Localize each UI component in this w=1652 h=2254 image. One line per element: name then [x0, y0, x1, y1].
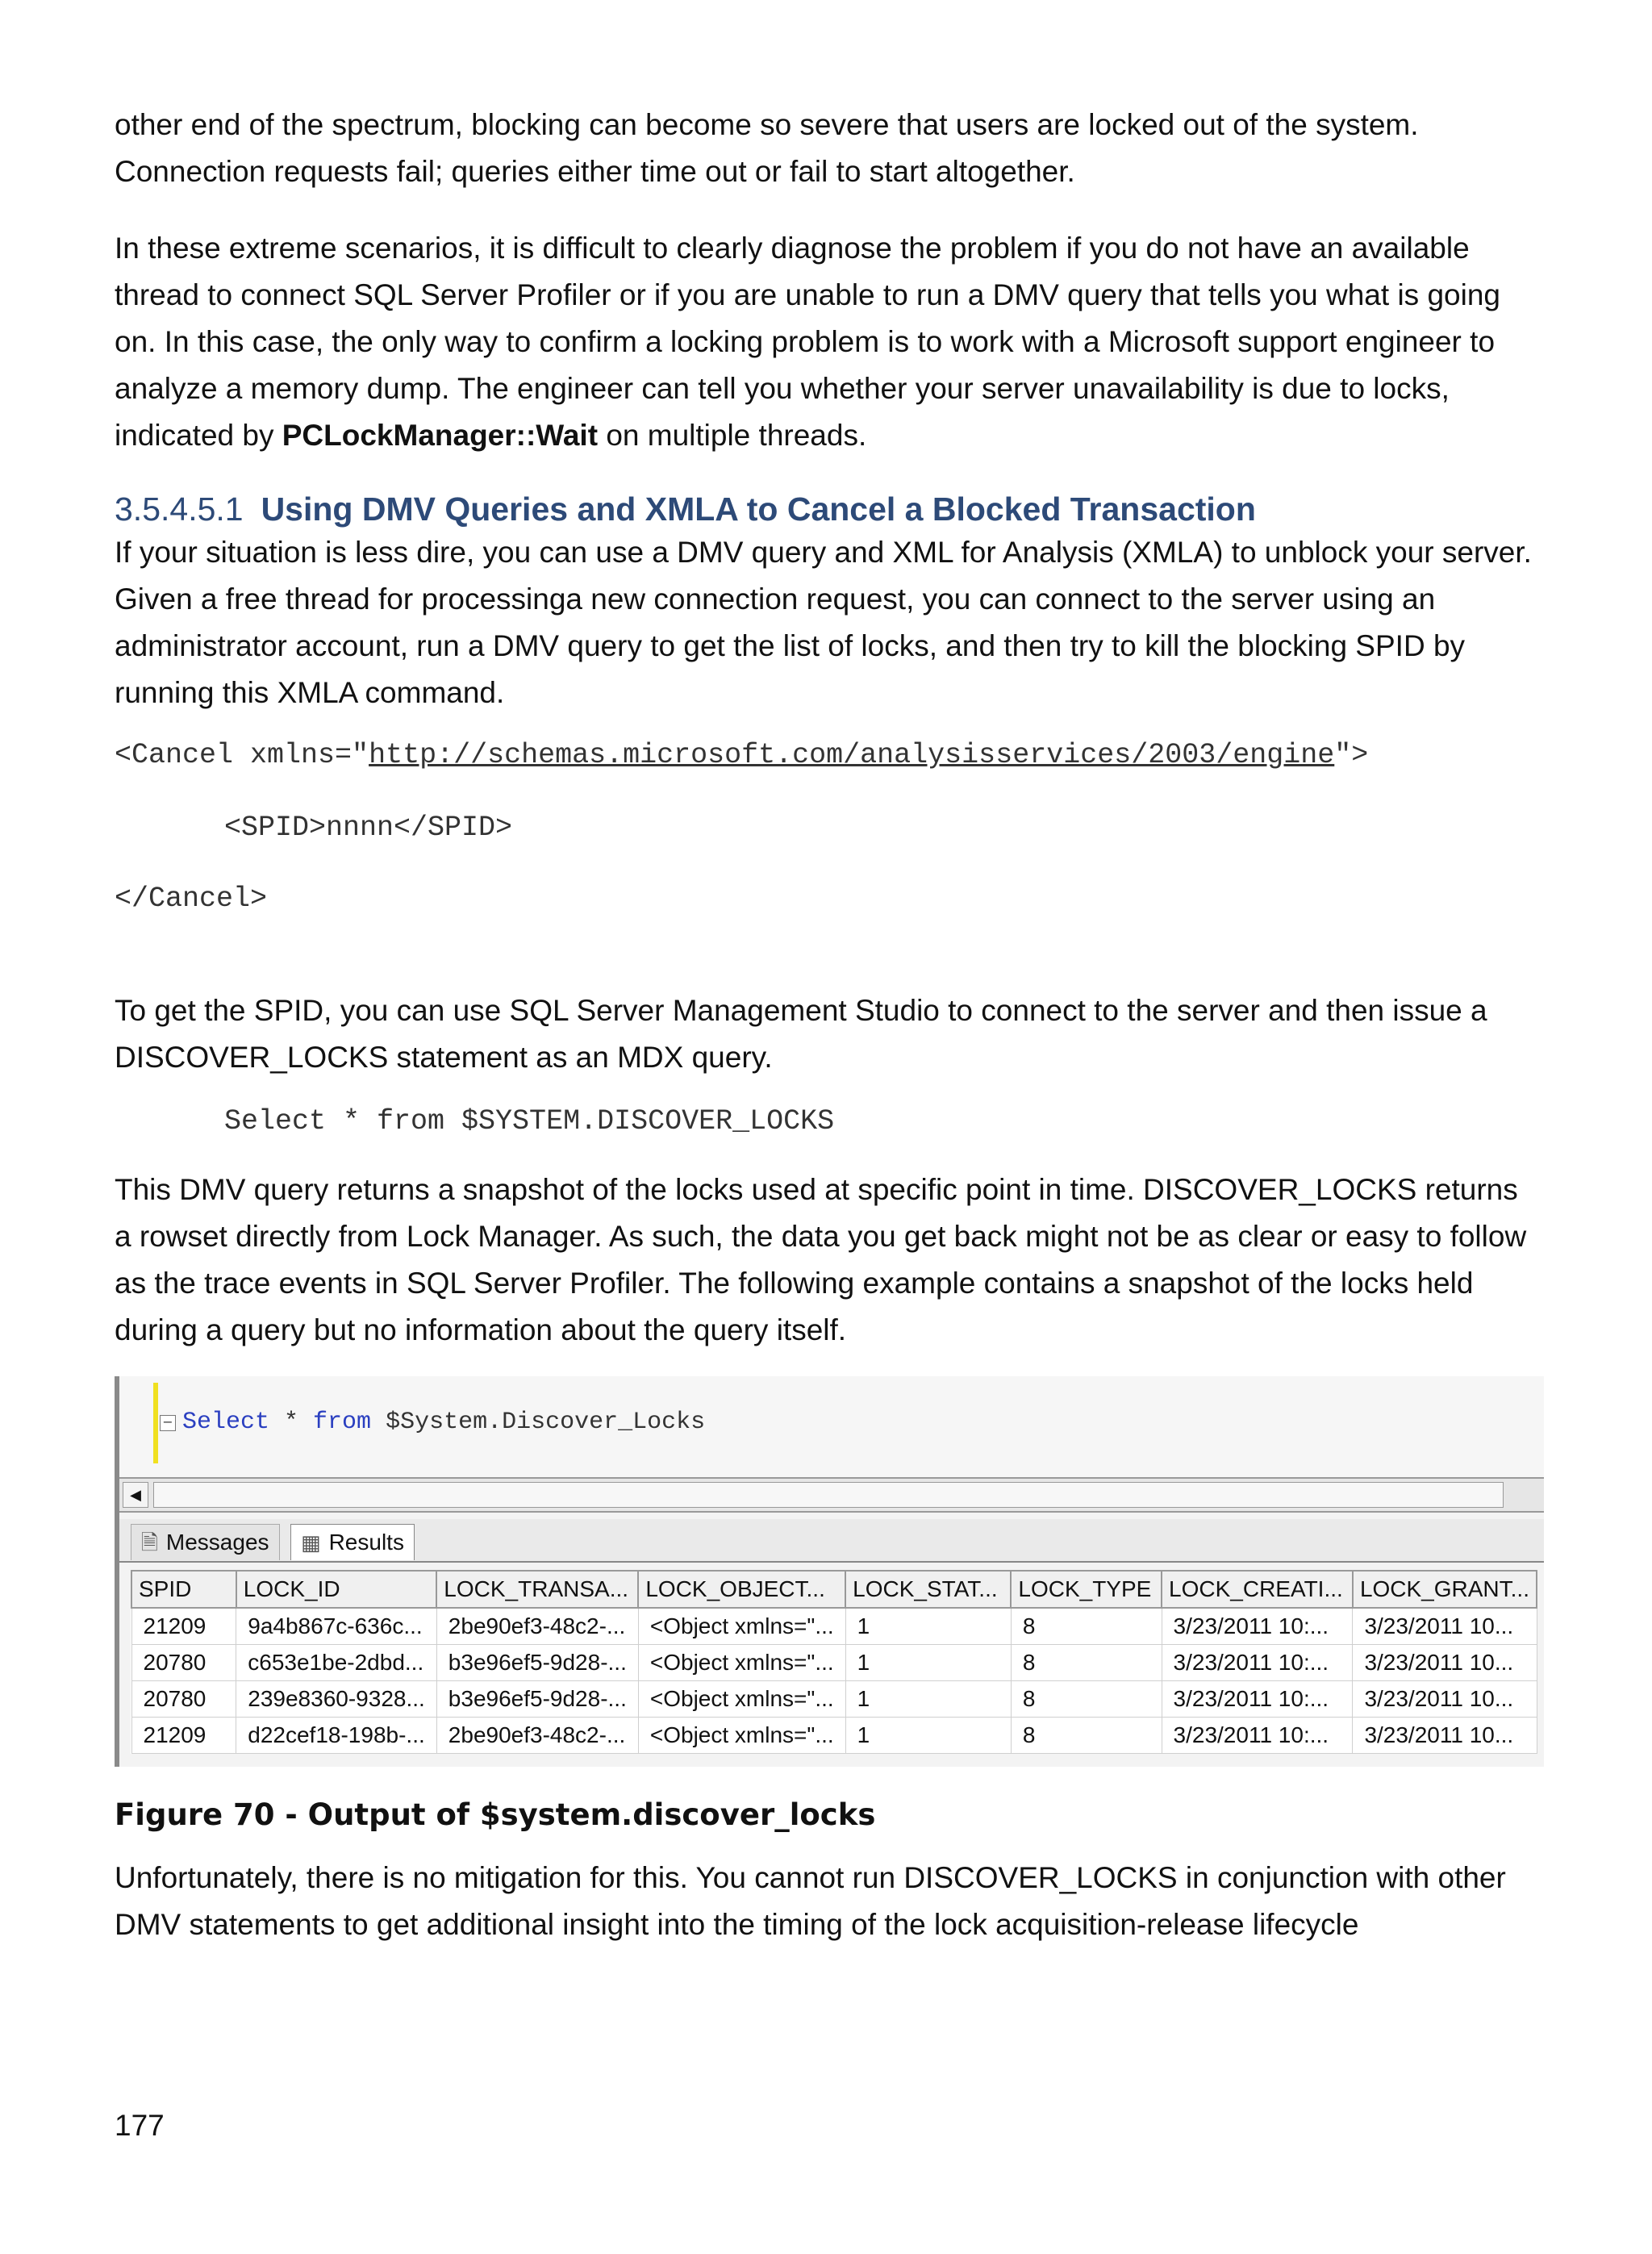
- col-lock-transaction[interactable]: LOCK_TRANSA...: [436, 1571, 638, 1608]
- cell[interactable]: <Object xmlns="...: [638, 1718, 845, 1754]
- section-heading: [115, 489, 1542, 529]
- cell[interactable]: 3/23/2011 10:...: [1162, 1645, 1353, 1681]
- cell[interactable]: 1: [845, 1645, 1011, 1681]
- cell[interactable]: 1: [845, 1718, 1011, 1754]
- paragraph-text: In these extreme scenarios, it is difficult to clearly diagnose the problem if you do not have an available thread to connect SQL Server Profiler or if you are unable to run a DMV query that tells you what is going on. In this case, the only way to confirm a locking problem is to work with a Microsoft support engineer to analyze a memory dump. The engineer can tell you whether your server unavailability is due to locks, indicated by: [115, 232, 1500, 452]
- code-text: <Cancel xmlns=": [115, 739, 369, 771]
- page-number: 177: [115, 2109, 165, 2142]
- table-row[interactable]: [131, 1645, 1537, 1681]
- results-grid: [131, 1570, 1537, 1754]
- cell[interactable]: 239e8360-9328...: [236, 1681, 437, 1718]
- cell[interactable]: 1: [845, 1608, 1011, 1645]
- cell[interactable]: <Object xmlns="...: [638, 1608, 845, 1645]
- results-tabs: [119, 1519, 1544, 1563]
- cell[interactable]: 9a4b867c-636c...: [236, 1608, 437, 1645]
- cell[interactable]: <Object xmlns="...: [638, 1645, 845, 1681]
- cell[interactable]: 1: [845, 1681, 1011, 1718]
- pclockmanager-wait: PCLockManager::Wait: [282, 419, 599, 452]
- query-editor[interactable]: [119, 1376, 1544, 1477]
- cell[interactable]: 2be90ef3-48c2-...: [436, 1718, 638, 1754]
- cell[interactable]: d22cef18-198b-...: [236, 1718, 437, 1754]
- cell[interactable]: 8: [1011, 1681, 1162, 1718]
- cell[interactable]: <Object xmlns="...: [638, 1681, 845, 1718]
- col-lock-type[interactable]: LOCK_TYPE: [1011, 1571, 1162, 1608]
- grid-icon: ▦: [301, 1530, 321, 1555]
- col-lock-granted[interactable]: LOCK_GRANT...: [1353, 1571, 1537, 1608]
- paragraph-no-mitigation: Unfortunately, there is no mitigation for this. You cannot run DISCOVER_LOCKS in conjunction with other DMV statements to get additional insight into the timing of the lock acquisition-release lifecycle: [115, 1861, 1506, 1941]
- horizontal-scrollbar[interactable]: [119, 1477, 1544, 1513]
- paragraph-text-end: on multiple threads.: [598, 419, 867, 452]
- code-select-discover-locks: Select * from $SYSTEM.DISCOVER_LOCKS: [224, 1105, 835, 1137]
- grid-header-row: [131, 1571, 1537, 1608]
- section-title: Using DMV Queries and XMLA to Cancel a Blocked Transaction: [261, 490, 1256, 528]
- scroll-left-icon[interactable]: ◀: [123, 1482, 148, 1508]
- ssms-screenshot: [115, 1376, 1544, 1767]
- col-lock-creation[interactable]: LOCK_CREATI...: [1162, 1571, 1353, 1608]
- cell[interactable]: c653e1be-2dbd...: [236, 1645, 437, 1681]
- code-cancel-close: </Cancel>: [115, 883, 268, 915]
- cell[interactable]: 3/23/2011 10:...: [1162, 1608, 1353, 1645]
- paragraph-less-dire: If your situation is less dire, you can use a DMV query and XML for Analysis (XMLA) to unblock your server. Given a free thread for processinga new connection request, you can connect to the server using an administrator account, run a DMV query to get the list of locks, and then try to kill the blocking SPID by running this XMLA command.: [115, 536, 1532, 709]
- cell[interactable]: 3/23/2011 10:...: [1162, 1718, 1353, 1754]
- table-row[interactable]: [131, 1608, 1537, 1645]
- keyword-select: Select: [182, 1409, 270, 1436]
- query-source: $System.Discover_Locks: [371, 1409, 706, 1436]
- cell[interactable]: 21209: [131, 1718, 236, 1754]
- paragraph-get-spid: To get the SPID, you can use SQL Server Management Studio to connect to the server and then issue a DISCOVER_LOCKS statement as an MDX query.: [115, 994, 1487, 1074]
- paragraph-dmv-snapshot: This DMV query returns a snapshot of the locks used at specific point in time. DISCOVER_LOCKS returns a rowset directly from Lock Manager. As such, the data you get back might not be as clear or easy to follow as the trace events in SQL Server Profiler. The following example contains a snapshot of the locks held during a query but no information about the query itself.: [115, 1173, 1527, 1346]
- change-indicator: [153, 1383, 158, 1463]
- query-star: *: [269, 1409, 314, 1436]
- code-text-end: ">: [1334, 739, 1369, 771]
- cell[interactable]: 3/23/2011 10...: [1353, 1645, 1537, 1681]
- cell[interactable]: b3e96ef5-9d28-...: [436, 1645, 638, 1681]
- cell[interactable]: 2be90ef3-48c2-...: [436, 1608, 638, 1645]
- cell[interactable]: 8: [1011, 1718, 1162, 1754]
- keyword-from: from: [313, 1409, 372, 1436]
- tab-messages[interactable]: [131, 1524, 280, 1560]
- cell[interactable]: 20780: [131, 1681, 236, 1718]
- table-row[interactable]: [131, 1681, 1537, 1718]
- col-spid[interactable]: SPID: [131, 1571, 236, 1608]
- cell[interactable]: 8: [1011, 1608, 1162, 1645]
- paragraph-blocking-severe: other end of the spectrum, blocking can become so severe that users are locked out of the system. Connection requests fail; queries either time out or fail to start altogether.: [115, 108, 1419, 188]
- scrollbar-thumb[interactable]: [153, 1482, 1504, 1508]
- cell[interactable]: b3e96ef5-9d28-...: [436, 1681, 638, 1718]
- col-lock-status[interactable]: LOCK_STAT...: [845, 1571, 1011, 1608]
- figure-caption: Figure 70 - Output of $system.discover_locks: [115, 1797, 876, 1832]
- page-content: [115, 102, 1542, 1978]
- tab-messages-label: Messages: [165, 1530, 269, 1555]
- section-number: 3.5.4.5.1: [115, 490, 244, 528]
- col-lock-object[interactable]: LOCK_OBJECT...: [638, 1571, 845, 1608]
- cell[interactable]: 3/23/2011 10...: [1353, 1718, 1537, 1754]
- code-spid: <SPID>nnnn</SPID>: [224, 812, 513, 844]
- cell[interactable]: 8: [1011, 1645, 1162, 1681]
- collapse-icon[interactable]: −: [160, 1415, 176, 1431]
- query-line: [160, 1409, 705, 1436]
- cell[interactable]: 3/23/2011 10:...: [1162, 1681, 1353, 1718]
- messages-icon: 🗎: [141, 1530, 158, 1555]
- xmlns-link[interactable]: http://schemas.microsoft.com/analysisservices/2003/engine: [369, 739, 1335, 771]
- table-row[interactable]: [131, 1718, 1537, 1754]
- paragraph-extreme-scenarios: [115, 225, 1542, 459]
- cell[interactable]: 21209: [131, 1608, 236, 1645]
- cell[interactable]: 20780: [131, 1645, 236, 1681]
- code-cancel-open: [115, 739, 1542, 771]
- col-lock-id[interactable]: LOCK_ID: [236, 1571, 437, 1608]
- cell[interactable]: 3/23/2011 10...: [1353, 1608, 1537, 1645]
- tab-results-label: Results: [328, 1530, 404, 1555]
- tab-results[interactable]: [290, 1524, 415, 1560]
- cell[interactable]: 3/23/2011 10...: [1353, 1681, 1537, 1718]
